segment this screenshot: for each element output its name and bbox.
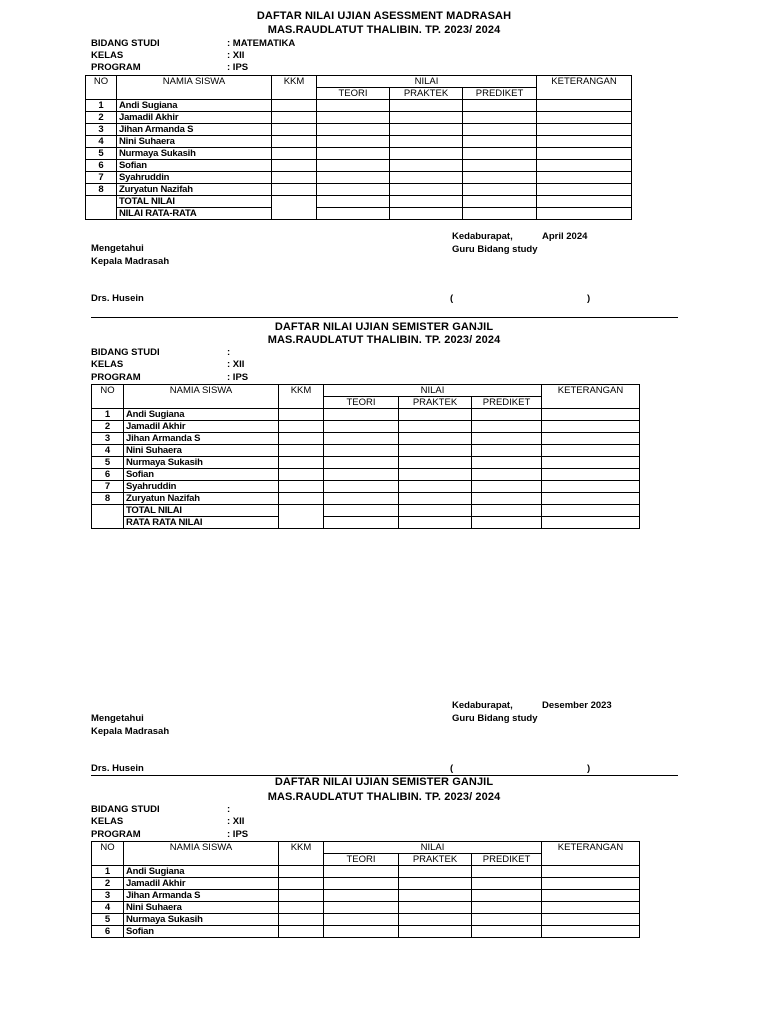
section2-subtitle: MAS.RAUDLATUT THALIBIN. TP. 2023/ 2024 bbox=[267, 334, 501, 346]
keterangan-cell[interactable] bbox=[542, 481, 640, 493]
place-label: Kedaburapat, bbox=[452, 700, 513, 711]
teori-cell[interactable] bbox=[324, 409, 399, 421]
kelas-label: KELAS bbox=[91, 50, 124, 61]
section3-subtitle: MAS.RAUDLATUT THALIBIN. TP. 2023/ 2024 bbox=[267, 791, 501, 803]
praktek-cell[interactable] bbox=[399, 926, 472, 938]
keterangan-cell[interactable] bbox=[542, 902, 640, 914]
kkm-cell[interactable] bbox=[272, 172, 317, 184]
bidang-value: : MATEMATIKA bbox=[227, 38, 296, 49]
header-teori: TEORI bbox=[317, 88, 390, 100]
program-value: : IPS bbox=[227, 829, 249, 840]
bidang-label: BIDANG STUDI bbox=[91, 347, 160, 358]
header-teori: TEORI bbox=[324, 397, 399, 409]
student-name: Sofian bbox=[124, 469, 279, 481]
program-label: PROGRAM bbox=[91, 62, 141, 73]
praktek-cell[interactable] bbox=[390, 184, 463, 196]
praktek-cell[interactable] bbox=[399, 409, 472, 421]
place-label: Kedaburapat, bbox=[452, 231, 513, 242]
keterangan-cell[interactable] bbox=[537, 172, 632, 184]
header-prediket: PREDIKET bbox=[472, 397, 542, 409]
kkm-average-cell[interactable] bbox=[279, 517, 324, 529]
section3-grade-table bbox=[91, 841, 640, 938]
prediket-cell[interactable] bbox=[472, 926, 542, 938]
praktek-cell[interactable] bbox=[390, 124, 463, 136]
kkm-cell[interactable] bbox=[279, 433, 324, 445]
date-label: April 2024 bbox=[542, 231, 588, 242]
keterangan-cell[interactable] bbox=[542, 445, 640, 457]
teori-cell[interactable] bbox=[317, 124, 390, 136]
kkm-cell[interactable] bbox=[279, 421, 324, 433]
section3-title: DAFTAR NILAI UJIAN SEMISTER GANJIL bbox=[274, 776, 494, 788]
row-no: 2 bbox=[92, 878, 124, 890]
table-row bbox=[92, 421, 640, 433]
headmaster-name: Drs. Husein bbox=[91, 293, 144, 304]
prediket-cell[interactable] bbox=[472, 457, 542, 469]
student-name: Nini Suhaera bbox=[124, 902, 279, 914]
praktek-cell[interactable] bbox=[399, 457, 472, 469]
header-keterangan: KETERANGAN bbox=[542, 842, 640, 866]
table-row bbox=[92, 866, 640, 878]
keterangan-cell[interactable] bbox=[537, 100, 632, 112]
section1-title: DAFTAR NILAI UJIAN ASESSMENT MADRASAH bbox=[256, 10, 512, 22]
teori-cell[interactable] bbox=[317, 148, 390, 160]
praktek-cell[interactable] bbox=[399, 890, 472, 902]
keterangan-total-cell[interactable] bbox=[542, 505, 640, 517]
prediket-cell[interactable] bbox=[472, 421, 542, 433]
row-no: 1 bbox=[92, 409, 124, 421]
kkm-average-cell[interactable] bbox=[272, 208, 317, 220]
praktek-cell[interactable] bbox=[399, 481, 472, 493]
table-row bbox=[92, 481, 640, 493]
prediket-average-cell[interactable] bbox=[472, 517, 542, 529]
praktek-total-cell[interactable] bbox=[399, 505, 472, 517]
row-no: 8 bbox=[86, 184, 117, 196]
kkm-cell[interactable] bbox=[279, 457, 324, 469]
prediket-cell[interactable] bbox=[463, 148, 537, 160]
average-row bbox=[92, 517, 640, 529]
praktek-cell[interactable] bbox=[399, 902, 472, 914]
kkm-cell[interactable] bbox=[272, 148, 317, 160]
keterangan-cell[interactable] bbox=[542, 421, 640, 433]
table-row bbox=[92, 457, 640, 469]
teori-cell[interactable] bbox=[317, 160, 390, 172]
header-kkm: KKM bbox=[279, 385, 324, 409]
signature-open-paren: ( bbox=[450, 293, 454, 304]
prediket-cell[interactable] bbox=[472, 493, 542, 505]
row-no: 3 bbox=[92, 890, 124, 902]
student-name: Andi Sugiana bbox=[124, 866, 279, 878]
kelas-label: KELAS bbox=[91, 816, 124, 827]
praktek-cell[interactable] bbox=[399, 878, 472, 890]
kkm-cell[interactable] bbox=[279, 866, 324, 878]
bidang-label: BIDANG STUDI bbox=[91, 804, 160, 815]
student-name: Andi Sugiana bbox=[117, 100, 272, 112]
keterangan-cell[interactable] bbox=[542, 433, 640, 445]
praktek-cell[interactable] bbox=[399, 493, 472, 505]
program-label: PROGRAM bbox=[91, 829, 141, 840]
kkm-cell[interactable] bbox=[272, 100, 317, 112]
praktek-cell[interactable] bbox=[390, 172, 463, 184]
table-row bbox=[92, 433, 640, 445]
praktek-cell[interactable] bbox=[399, 433, 472, 445]
prediket-cell[interactable] bbox=[472, 878, 542, 890]
keterangan-average-cell[interactable] bbox=[542, 517, 640, 529]
header-kkm: KKM bbox=[272, 76, 317, 100]
praktek-total-cell[interactable] bbox=[390, 196, 463, 208]
teori-cell[interactable] bbox=[324, 481, 399, 493]
keterangan-cell[interactable] bbox=[542, 890, 640, 902]
header-no: NO bbox=[92, 385, 124, 409]
row-no: 2 bbox=[86, 112, 117, 124]
teori-cell[interactable] bbox=[317, 112, 390, 124]
header-prediket: PREDIKET bbox=[472, 854, 542, 866]
prediket-cell[interactable] bbox=[472, 890, 542, 902]
praktek-cell[interactable] bbox=[399, 445, 472, 457]
row-no: 4 bbox=[86, 136, 117, 148]
program-value: : IPS bbox=[227, 372, 249, 383]
keterangan-cell[interactable] bbox=[542, 409, 640, 421]
student-name: Syahruddin bbox=[117, 172, 272, 184]
student-name: Nini Suhaera bbox=[117, 136, 272, 148]
praktek-cell[interactable] bbox=[399, 421, 472, 433]
kkm-total-cell[interactable] bbox=[279, 505, 324, 517]
table-row bbox=[92, 493, 640, 505]
prediket-cell[interactable] bbox=[463, 160, 537, 172]
section2-title: DAFTAR NILAI UJIAN SEMISTER GANJIL bbox=[274, 321, 494, 333]
student-name: Zuryatun Nazifah bbox=[117, 184, 272, 196]
kkm-cell[interactable] bbox=[272, 160, 317, 172]
keterangan-cell[interactable] bbox=[542, 914, 640, 926]
kkm-cell[interactable] bbox=[272, 124, 317, 136]
teori-cell[interactable] bbox=[324, 493, 399, 505]
table-row bbox=[92, 445, 640, 457]
keterangan-cell[interactable] bbox=[537, 160, 632, 172]
table-row bbox=[92, 902, 640, 914]
bidang-value: : bbox=[227, 347, 231, 358]
teacher-label: Guru Bidang study bbox=[452, 713, 538, 724]
section1-kelas bbox=[91, 50, 244, 61]
total-label: TOTAL NILAI bbox=[117, 196, 272, 208]
section1-bidang bbox=[91, 38, 295, 49]
keterangan-average-cell[interactable] bbox=[537, 208, 632, 220]
header-praktek: PRAKTEK bbox=[399, 854, 472, 866]
kkm-cell[interactable] bbox=[279, 409, 324, 421]
total-row bbox=[86, 196, 632, 208]
header-no: NO bbox=[86, 76, 117, 100]
teori-cell[interactable] bbox=[324, 457, 399, 469]
prediket-cell[interactable] bbox=[463, 112, 537, 124]
teori-cell[interactable] bbox=[317, 136, 390, 148]
keterangan-cell[interactable] bbox=[542, 878, 640, 890]
student-name: Jihan Armanda S bbox=[124, 433, 279, 445]
headmaster-label: Kepala Madrasah bbox=[91, 256, 170, 267]
prediket-cell[interactable] bbox=[472, 481, 542, 493]
header-keterangan: KETERANGAN bbox=[537, 76, 632, 100]
teori-cell[interactable] bbox=[324, 878, 399, 890]
header-kkm: KKM bbox=[279, 842, 324, 866]
keterangan-cell[interactable] bbox=[542, 493, 640, 505]
section2-grade-table bbox=[91, 384, 640, 529]
prediket-cell[interactable] bbox=[463, 100, 537, 112]
row-no: 8 bbox=[92, 493, 124, 505]
table-row bbox=[92, 469, 640, 481]
header-nilai: NILAI bbox=[324, 842, 542, 854]
signature-close-paren: ) bbox=[587, 763, 591, 774]
kelas-value: : XII bbox=[227, 816, 245, 827]
section3-bidang bbox=[91, 804, 230, 815]
prediket-total-cell[interactable] bbox=[463, 196, 537, 208]
table-row bbox=[92, 926, 640, 938]
table-row bbox=[86, 100, 632, 112]
section-divider bbox=[91, 317, 678, 318]
table-row bbox=[86, 124, 632, 136]
row-no: 1 bbox=[86, 100, 117, 112]
kkm-cell[interactable] bbox=[279, 878, 324, 890]
keterangan-cell[interactable] bbox=[542, 469, 640, 481]
praktek-cell[interactable] bbox=[390, 136, 463, 148]
mengetahui-label: Mengetahui bbox=[91, 243, 144, 254]
teori-total-cell[interactable] bbox=[317, 196, 390, 208]
section3-program bbox=[91, 829, 248, 840]
header-nama: NAMIA SISWA bbox=[124, 842, 279, 866]
header-praktek: PRAKTEK bbox=[399, 397, 472, 409]
section3-kelas bbox=[91, 816, 244, 827]
keterangan-cell[interactable] bbox=[542, 926, 640, 938]
teori-cell[interactable] bbox=[324, 926, 399, 938]
kkm-cell[interactable] bbox=[272, 112, 317, 124]
praktek-cell[interactable] bbox=[390, 160, 463, 172]
student-name: Nurmaya Sukasih bbox=[124, 457, 279, 469]
bidang-label: BIDANG STUDI bbox=[91, 38, 160, 49]
kelas-value: : XII bbox=[227, 50, 245, 61]
student-name: Zuryatun Nazifah bbox=[124, 493, 279, 505]
kkm-cell[interactable] bbox=[279, 902, 324, 914]
kkm-cell[interactable] bbox=[279, 493, 324, 505]
headmaster-label: Kepala Madrasah bbox=[91, 726, 170, 737]
empty-cell bbox=[86, 208, 117, 220]
teori-cell[interactable] bbox=[317, 184, 390, 196]
section1-subtitle: MAS.RAUDLATUT THALIBIN. TP. 2023/ 2024 bbox=[267, 24, 501, 36]
table-row bbox=[86, 172, 632, 184]
keterangan-cell[interactable] bbox=[537, 112, 632, 124]
teori-total-cell[interactable] bbox=[324, 505, 399, 517]
row-no: 4 bbox=[92, 445, 124, 457]
prediket-cell[interactable] bbox=[472, 469, 542, 481]
prediket-cell[interactable] bbox=[472, 445, 542, 457]
row-no: 3 bbox=[86, 124, 117, 136]
prediket-cell[interactable] bbox=[472, 866, 542, 878]
praktek-average-cell[interactable] bbox=[399, 517, 472, 529]
student-name: Syahruddin bbox=[124, 481, 279, 493]
table-row bbox=[86, 112, 632, 124]
kkm-cell[interactable] bbox=[279, 926, 324, 938]
keterangan-cell[interactable] bbox=[537, 136, 632, 148]
header-nilai: NILAI bbox=[317, 76, 537, 88]
prediket-cell[interactable] bbox=[472, 409, 542, 421]
kkm-cell[interactable] bbox=[279, 914, 324, 926]
header-nama: NAMIA SISWA bbox=[117, 76, 272, 100]
signature-open-paren: ( bbox=[450, 763, 454, 774]
header-nama: NAMIA SISWA bbox=[124, 385, 279, 409]
header-prediket: PREDIKET bbox=[463, 88, 537, 100]
keterangan-cell[interactable] bbox=[542, 866, 640, 878]
teori-cell[interactable] bbox=[317, 172, 390, 184]
header-no: NO bbox=[92, 842, 124, 866]
table-row bbox=[86, 148, 632, 160]
prediket-cell[interactable] bbox=[472, 433, 542, 445]
signature-close-paren: ) bbox=[587, 293, 591, 304]
praktek-cell[interactable] bbox=[399, 469, 472, 481]
teori-cell[interactable] bbox=[324, 445, 399, 457]
table-row bbox=[86, 184, 632, 196]
keterangan-cell[interactable] bbox=[542, 457, 640, 469]
prediket-cell[interactable] bbox=[463, 124, 537, 136]
teori-average-cell[interactable] bbox=[324, 517, 399, 529]
kkm-cell[interactable] bbox=[279, 481, 324, 493]
teacher-label: Guru Bidang study bbox=[452, 244, 538, 255]
row-no: 5 bbox=[86, 148, 117, 160]
keterangan-cell[interactable] bbox=[537, 184, 632, 196]
table-row bbox=[86, 136, 632, 148]
student-name: Sofian bbox=[117, 160, 272, 172]
student-name: Jamadil Akhir bbox=[124, 878, 279, 890]
teori-average-cell[interactable] bbox=[317, 208, 390, 220]
kkm-total-cell[interactable] bbox=[272, 196, 317, 208]
student-name: Jihan Armanda S bbox=[124, 890, 279, 902]
kkm-cell[interactable] bbox=[279, 890, 324, 902]
kkm-cell[interactable] bbox=[279, 469, 324, 481]
row-no: 2 bbox=[92, 421, 124, 433]
praktek-cell[interactable] bbox=[399, 914, 472, 926]
header-keterangan: KETERANGAN bbox=[542, 385, 640, 409]
row-no: 3 bbox=[92, 433, 124, 445]
praktek-average-cell[interactable] bbox=[390, 208, 463, 220]
kkm-cell[interactable] bbox=[272, 184, 317, 196]
teori-cell[interactable] bbox=[324, 890, 399, 902]
row-no: 1 bbox=[92, 866, 124, 878]
teori-cell[interactable] bbox=[324, 902, 399, 914]
row-no: 5 bbox=[92, 914, 124, 926]
section2-kelas bbox=[91, 359, 244, 370]
row-no: 4 bbox=[92, 902, 124, 914]
kelas-label: KELAS bbox=[91, 359, 124, 370]
prediket-cell[interactable] bbox=[472, 914, 542, 926]
total-row bbox=[92, 505, 640, 517]
program-label: PROGRAM bbox=[91, 372, 141, 383]
table-row bbox=[92, 878, 640, 890]
teori-cell[interactable] bbox=[324, 433, 399, 445]
prediket-cell[interactable] bbox=[463, 172, 537, 184]
row-no: 7 bbox=[92, 481, 124, 493]
empty-cell bbox=[86, 196, 117, 208]
program-value: : IPS bbox=[227, 62, 249, 73]
table-row bbox=[92, 409, 640, 421]
student-name: Jamadil Akhir bbox=[117, 112, 272, 124]
header-nilai: NILAI bbox=[324, 385, 542, 397]
header-praktek: PRAKTEK bbox=[390, 88, 463, 100]
kelas-value: : XII bbox=[227, 359, 245, 370]
student-name: Nurmaya Sukasih bbox=[117, 148, 272, 160]
praktek-cell[interactable] bbox=[399, 866, 472, 878]
prediket-average-cell[interactable] bbox=[463, 208, 537, 220]
student-name: Nini Suhaera bbox=[124, 445, 279, 457]
teori-cell[interactable] bbox=[324, 866, 399, 878]
praktek-cell[interactable] bbox=[390, 148, 463, 160]
section1-grade-table bbox=[85, 75, 632, 220]
teori-cell[interactable] bbox=[317, 100, 390, 112]
section2-bidang bbox=[91, 347, 230, 358]
student-name: Jamadil Akhir bbox=[124, 421, 279, 433]
teori-cell[interactable] bbox=[324, 469, 399, 481]
date-label: Desember 2023 bbox=[542, 700, 612, 711]
table-row bbox=[92, 890, 640, 902]
keterangan-cell[interactable] bbox=[537, 148, 632, 160]
keterangan-cell[interactable] bbox=[537, 124, 632, 136]
row-no: 7 bbox=[86, 172, 117, 184]
student-name: Nurmaya Sukasih bbox=[124, 914, 279, 926]
average-row bbox=[86, 208, 632, 220]
prediket-cell[interactable] bbox=[463, 136, 537, 148]
total-label: TOTAL NILAI bbox=[124, 505, 279, 517]
row-no: 6 bbox=[86, 160, 117, 172]
student-name: Jihan Armanda S bbox=[117, 124, 272, 136]
praktek-cell[interactable] bbox=[390, 100, 463, 112]
student-name: Andi Sugiana bbox=[124, 409, 279, 421]
row-no: 6 bbox=[92, 926, 124, 938]
table-row bbox=[92, 914, 640, 926]
row-no: 6 bbox=[92, 469, 124, 481]
prediket-cell[interactable] bbox=[472, 902, 542, 914]
kkm-cell[interactable] bbox=[272, 136, 317, 148]
kkm-cell[interactable] bbox=[279, 445, 324, 457]
prediket-cell[interactable] bbox=[463, 184, 537, 196]
teori-cell[interactable] bbox=[324, 421, 399, 433]
header-teori: TEORI bbox=[324, 854, 399, 866]
teori-cell[interactable] bbox=[324, 914, 399, 926]
headmaster-name: Drs. Husein bbox=[91, 763, 144, 774]
keterangan-total-cell[interactable] bbox=[537, 196, 632, 208]
average-label: NILAI RATA-RATA bbox=[117, 208, 272, 220]
prediket-total-cell[interactable] bbox=[472, 505, 542, 517]
section1-program bbox=[91, 62, 248, 73]
praktek-cell[interactable] bbox=[390, 112, 463, 124]
row-no: 5 bbox=[92, 457, 124, 469]
empty-cell bbox=[92, 517, 124, 529]
table-row bbox=[86, 160, 632, 172]
student-name: Sofian bbox=[124, 926, 279, 938]
average-label: RATA RATA NILAI bbox=[124, 517, 279, 529]
bidang-value: : bbox=[227, 804, 231, 815]
section2-program bbox=[91, 372, 248, 383]
empty-cell bbox=[92, 505, 124, 517]
mengetahui-label: Mengetahui bbox=[91, 713, 144, 724]
